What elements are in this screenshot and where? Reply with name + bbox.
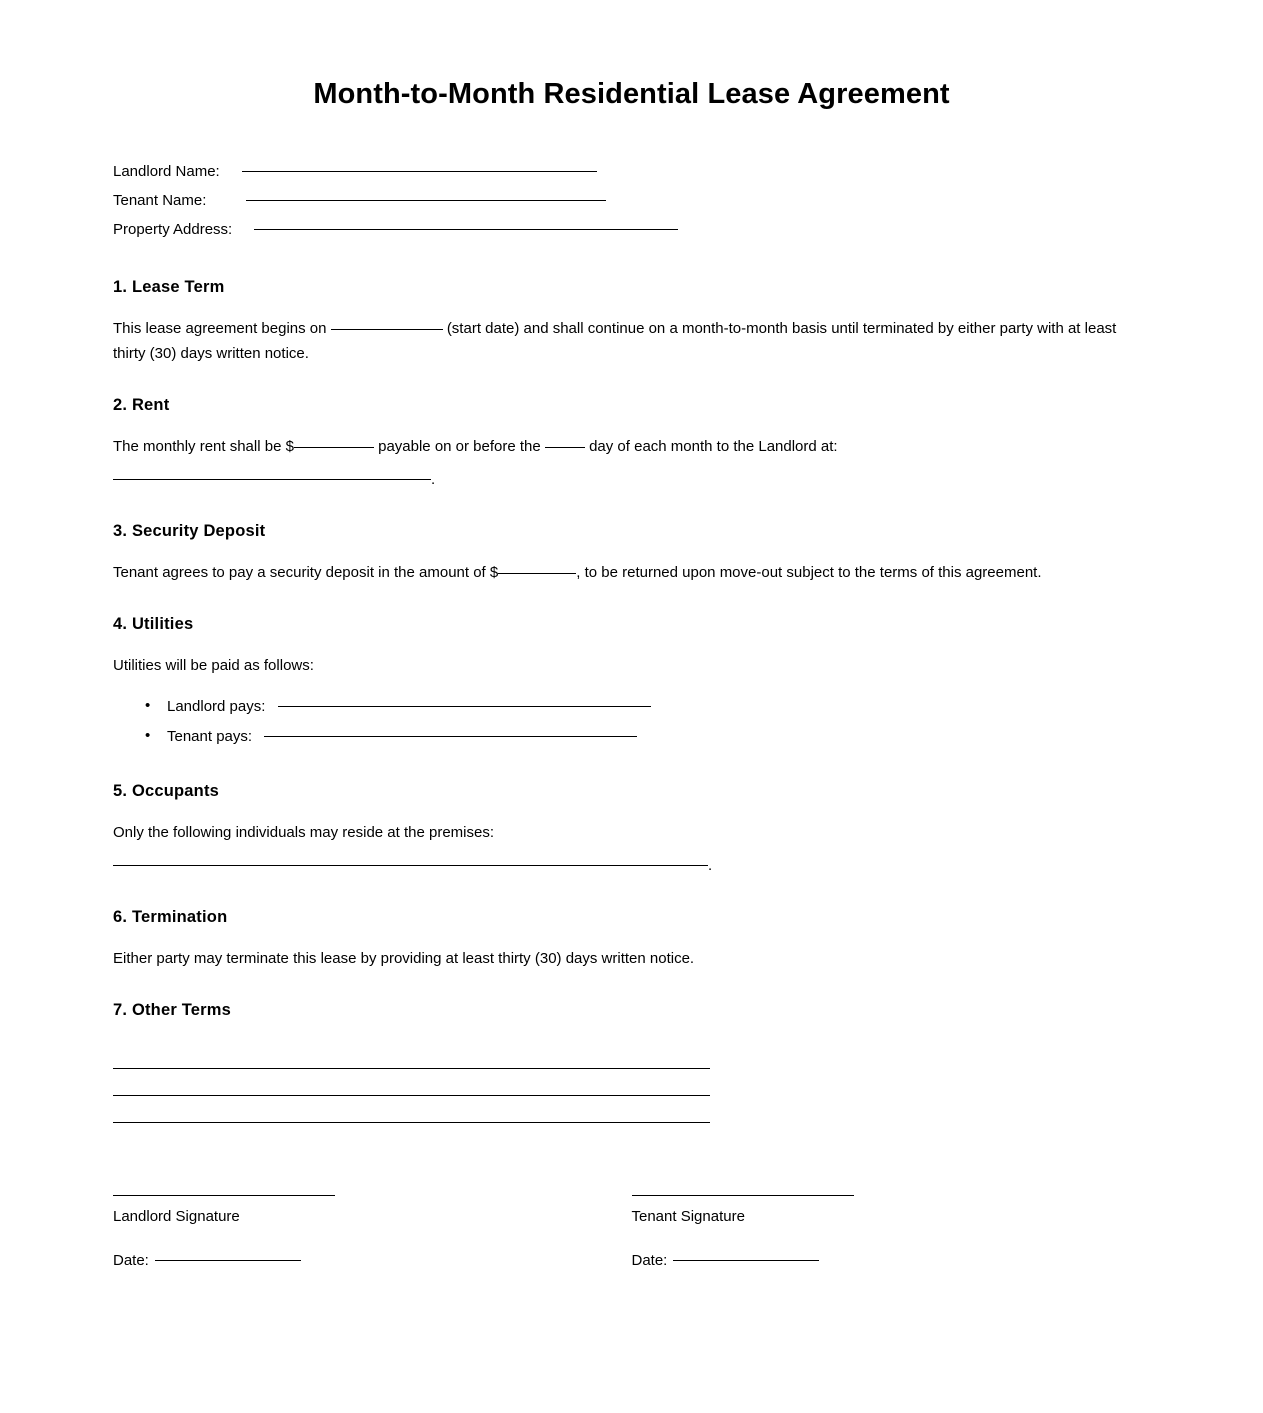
landlord-name-row xyxy=(113,157,1150,186)
section-text-occupants-intro: Only the following individuals may reside at the premises: xyxy=(113,824,495,841)
deposit-text-part2: , to be returned upon move-out subject to the terms of this agreement. xyxy=(576,564,1042,581)
tenant-name-field[interactable] xyxy=(246,200,606,201)
property-address-field[interactable] xyxy=(254,229,678,230)
other-terms-line-2[interactable] xyxy=(113,1069,710,1096)
rent-payment-address-row xyxy=(113,467,1148,492)
other-terms-line-1[interactable] xyxy=(113,1042,710,1069)
rent-text-part1: The monthly rent shall be $ xyxy=(113,438,294,455)
tenant-date-label: Date: xyxy=(631,1252,668,1269)
rent-text-part3: day of each month to the Landlord at: xyxy=(589,438,838,455)
tenant-signature-block xyxy=(632,1195,1151,1272)
tenant-name-row xyxy=(113,186,1150,215)
tenant-date-field[interactable] xyxy=(673,1260,819,1261)
rent-due-day-field[interactable] xyxy=(545,447,585,448)
tenant-pays-field[interactable] xyxy=(264,736,637,737)
landlord-date-label: Date: xyxy=(113,1252,149,1269)
tenant-name-label: Tenant Name: xyxy=(113,192,207,209)
occupants-names-field[interactable] xyxy=(113,865,708,866)
section-text-utilities-intro: Utilities will be paid as follows: xyxy=(113,657,314,674)
section-heading-lease-term: 1. Lease Term xyxy=(113,278,225,296)
signature-area xyxy=(113,1195,1150,1272)
tenant-pays-label: Tenant pays: xyxy=(167,728,253,745)
rent-payment-address-field[interactable] xyxy=(113,479,431,480)
security-deposit-amount-field[interactable] xyxy=(498,573,576,574)
section-heading-other-terms: 7. Other Terms xyxy=(113,1001,232,1019)
tenant-signature-field[interactable] xyxy=(632,1195,854,1196)
section-text-termination: Either party may terminate this lease by providing at least thirty (30) days written notice. xyxy=(113,950,695,967)
section-heading-utilities: 4. Utilities xyxy=(113,615,194,633)
landlord-pays-field[interactable] xyxy=(278,706,651,707)
utilities-list xyxy=(113,692,1150,752)
section-heading-rent: 2. Rent xyxy=(113,396,170,414)
section-heading-termination: 6. Termination xyxy=(113,908,228,926)
lease-term-text-after: (start date) and shall continue on a month-to-month basis until terminated by either party with at least thirty (30) days written notice. xyxy=(113,320,1117,362)
party-information-block xyxy=(113,157,1150,244)
lease-term-text-before: This lease agreement begins on xyxy=(113,320,327,337)
landlord-name-field[interactable] xyxy=(242,171,597,172)
list-item xyxy=(145,722,1150,752)
page-title: Month-to-Month Residential Lease Agreement xyxy=(313,78,950,110)
other-terms-line-3[interactable] xyxy=(113,1096,710,1123)
property-address-label: Property Address: xyxy=(113,221,233,238)
deposit-text-part1: Tenant agrees to pay a security deposit in the amount of $ xyxy=(113,564,499,581)
occupants-period: . xyxy=(708,857,713,874)
section-text-rent xyxy=(113,434,1148,459)
landlord-signature-field[interactable] xyxy=(113,1195,335,1196)
landlord-pays-label: Landlord pays: xyxy=(167,698,266,715)
start-date-field[interactable] xyxy=(331,329,443,330)
landlord-signature-label: Landlord Signature xyxy=(113,1208,240,1225)
landlord-name-label: Landlord Name: xyxy=(113,163,220,180)
landlord-date-row xyxy=(113,1250,632,1272)
rent-period: . xyxy=(431,471,436,488)
section-text-lease-term xyxy=(113,316,1148,366)
section-text-security-deposit xyxy=(113,560,1148,585)
landlord-date-field[interactable] xyxy=(155,1260,301,1261)
other-terms-lines xyxy=(113,1042,1150,1123)
occupants-names-row xyxy=(113,853,1148,878)
section-heading-security-deposit: 3. Security Deposit xyxy=(113,522,266,540)
property-address-row xyxy=(113,215,1150,244)
tenant-signature-label: Tenant Signature xyxy=(631,1208,745,1225)
landlord-signature-block xyxy=(113,1195,632,1272)
tenant-date-row xyxy=(632,1250,1151,1272)
list-item xyxy=(145,692,1150,722)
section-heading-occupants: 5. Occupants xyxy=(113,782,220,800)
rent-amount-field[interactable] xyxy=(294,447,374,448)
rent-text-part2: payable on or before the xyxy=(378,438,541,455)
